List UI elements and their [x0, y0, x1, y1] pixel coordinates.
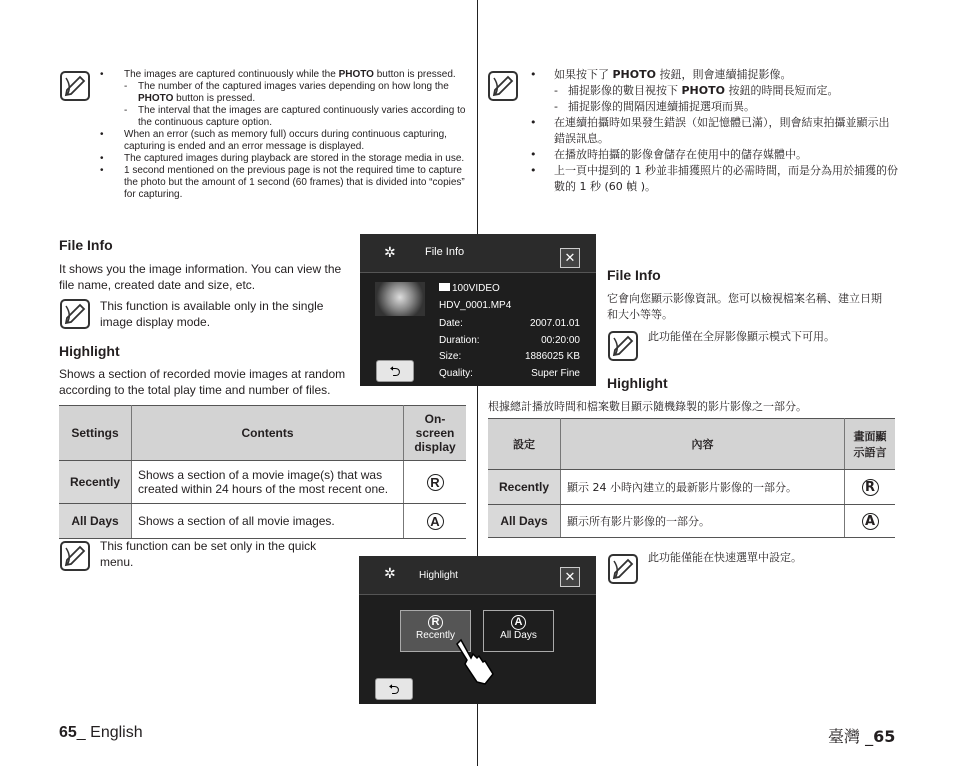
setting-cell: All Days: [488, 505, 561, 538]
info-value: 2007.01.01: [529, 318, 580, 329]
info-value: Super Fine: [531, 368, 580, 379]
content-cell: 顯示所有影片影像的一部分。: [561, 505, 845, 538]
note-item: • 上一頁中提到的 1 秒並非捕獲照片的必需時間，而是分為用於捕獲的份數的 1 秒 (60 幀 )。: [530, 163, 900, 195]
info-key: Date:: [439, 318, 463, 329]
info-key: Duration:: [439, 335, 480, 346]
info-key: Size:: [439, 351, 462, 362]
note-item: • 在播放時拍攝的影像會儲存在使用中的儲存媒體中。: [530, 147, 900, 163]
back-button[interactable]: ⮌: [376, 360, 414, 382]
recently-osd-icon: R: [862, 479, 879, 496]
content-cell: 顯示 24 小時內建立的最新影片影像的一部分。: [561, 470, 845, 505]
info-value: 1886025 KB: [524, 351, 580, 362]
note-item: • The captured images during playback are stored in the storage media in use.: [100, 153, 470, 165]
folder-icon: [439, 283, 450, 291]
file-info-heading: File Info: [59, 237, 113, 253]
screen-title: Highlight: [419, 570, 458, 581]
note-sub-item: - 捕捉影像的間隔因連續捕捉選項而異。: [554, 99, 900, 115]
note-item: • The images are captured continuously while the PHOTO button is pressed. - The number of the captured images varies depending on how long the PHOTO button is pressed. - The interval that the images are captured continuously varies according to the continuous capture option.: [100, 69, 470, 129]
osd-cell: [404, 461, 467, 504]
osd-cell: [845, 505, 896, 538]
note-item: • When an error (such as memory full) occurs during continuous capturing, capturing is ended and an error message is displayed.: [100, 129, 470, 153]
table-row: [488, 505, 895, 538]
note-item: • 在連續拍攝時如果發生錯誤（如記憶體已滿），則會結束拍攝並顯示出錯誤訊息。: [530, 115, 900, 147]
recently-label: Recently: [416, 630, 455, 641]
file-info-note: 此功能僅在全屏影像顯示模式下可用。: [648, 330, 835, 343]
recently-osd-icon: R: [428, 615, 443, 630]
back-button[interactable]: ⮌: [375, 678, 413, 700]
note-icon: [608, 331, 638, 361]
file-info-screen: [360, 234, 596, 386]
highlight-body: Shows a section of recorded movie images at random according to the total play time and number of files.: [59, 367, 346, 397]
setting-cell: Recently: [488, 470, 561, 505]
file-info-note: This function is available only in the single image display mode.: [100, 299, 324, 329]
highlight-table: [59, 405, 466, 539]
highlight-heading: Highlight: [607, 375, 668, 391]
note-sub-item: - 捕捉影像的數目視按下 PHOTO 按鈕的時間長短而定。: [554, 83, 900, 99]
highlight-heading: Highlight: [59, 343, 120, 359]
all-days-osd-icon: A: [862, 513, 879, 530]
note-icon: [60, 541, 90, 571]
playback-icon: ✲: [384, 565, 396, 581]
all-days-osd-icon: A: [511, 615, 526, 630]
left-notes: [100, 69, 470, 201]
osd-cell: [845, 470, 896, 505]
setting-cell: All Days: [59, 504, 132, 539]
right-notes: [530, 67, 900, 195]
file-info-body: 它會向您顯示影像資訊。您可以檢視檔案名稱、建立日期和大小等等。: [607, 292, 882, 321]
header-contents: Contents: [132, 406, 404, 461]
note-icon: [60, 299, 90, 329]
note-icon: [488, 71, 518, 101]
highlight-screen: [359, 556, 596, 704]
file-info-heading: File Info: [607, 267, 661, 283]
screen-titlebar: [360, 234, 596, 273]
playback-icon: ✲: [384, 244, 396, 260]
table-row: [59, 504, 466, 539]
highlight-note: 此功能僅能在快速選單中設定。: [648, 551, 802, 564]
close-button[interactable]: ✕: [560, 248, 580, 268]
highlight-body: 根據總計播放時間和檔案數目顯示隨機錄製的影片影像之一部分。: [488, 400, 807, 413]
info-value: 00:20:00: [541, 335, 580, 346]
highlight-table: [488, 418, 895, 538]
highlight-note: This function can be set only in the quick menu.: [100, 539, 317, 569]
note-item: • 1 second mentioned on the previous page is not the required time to capture the photo but the amount of 1 second (60 frames) that is divided into “copies” for capturing.: [100, 165, 470, 201]
screen-titlebar: [359, 556, 596, 595]
screen-title: File Info: [425, 246, 465, 258]
note-icon: [608, 554, 638, 584]
thumbnail-image: [375, 282, 425, 316]
header-display: 畫面顯示語言: [845, 419, 896, 470]
table-row: [59, 461, 466, 504]
header-settings: Settings: [59, 406, 132, 461]
content-cell: Shows a section of all movie images.: [132, 504, 404, 539]
all-days-osd-icon: A: [427, 513, 444, 530]
header-settings: 設定: [488, 419, 561, 470]
page-number-left: 65_ English: [59, 724, 143, 741]
setting-cell: Recently: [59, 461, 132, 504]
content-cell: Shows a section of a movie image(s) that was created within 24 hours of the most recent one.: [132, 461, 404, 504]
note-sub-item: - The interval that the images are captured continuously varies according to the continuous capture option.: [124, 105, 470, 129]
info-key: Quality:: [439, 368, 473, 379]
osd-cell: [404, 504, 467, 539]
close-button[interactable]: ✕: [560, 567, 580, 587]
header-contents: 內容: [561, 419, 845, 470]
file-info-body: It shows you the image information. You can view the file name, created date and size, etc.: [59, 262, 342, 292]
all-days-label: All Days: [500, 630, 537, 641]
table-row: [488, 470, 895, 505]
file-name: HDV_0001.MP4: [439, 300, 512, 311]
folder-name: 100VIDEO: [439, 283, 500, 294]
note-item: • 如果按下了 PHOTO 按鈕，則會連續捕捉影像。 - 捕捉影像的數目視按下 PHOTO 按鈕的時間長短而定。 - 捕捉影像的間隔因連續捕捉選項而異。: [530, 67, 900, 115]
header-display: On-screen display: [404, 406, 467, 461]
hand-pointer-icon: [455, 636, 499, 688]
note-icon: [60, 71, 90, 101]
recently-osd-icon: R: [427, 474, 444, 491]
note-sub-item: - The number of the captured images varies depending on how long the PHOTO button is pressed.: [124, 81, 470, 105]
page-number-right: 臺灣 _65: [828, 727, 896, 746]
